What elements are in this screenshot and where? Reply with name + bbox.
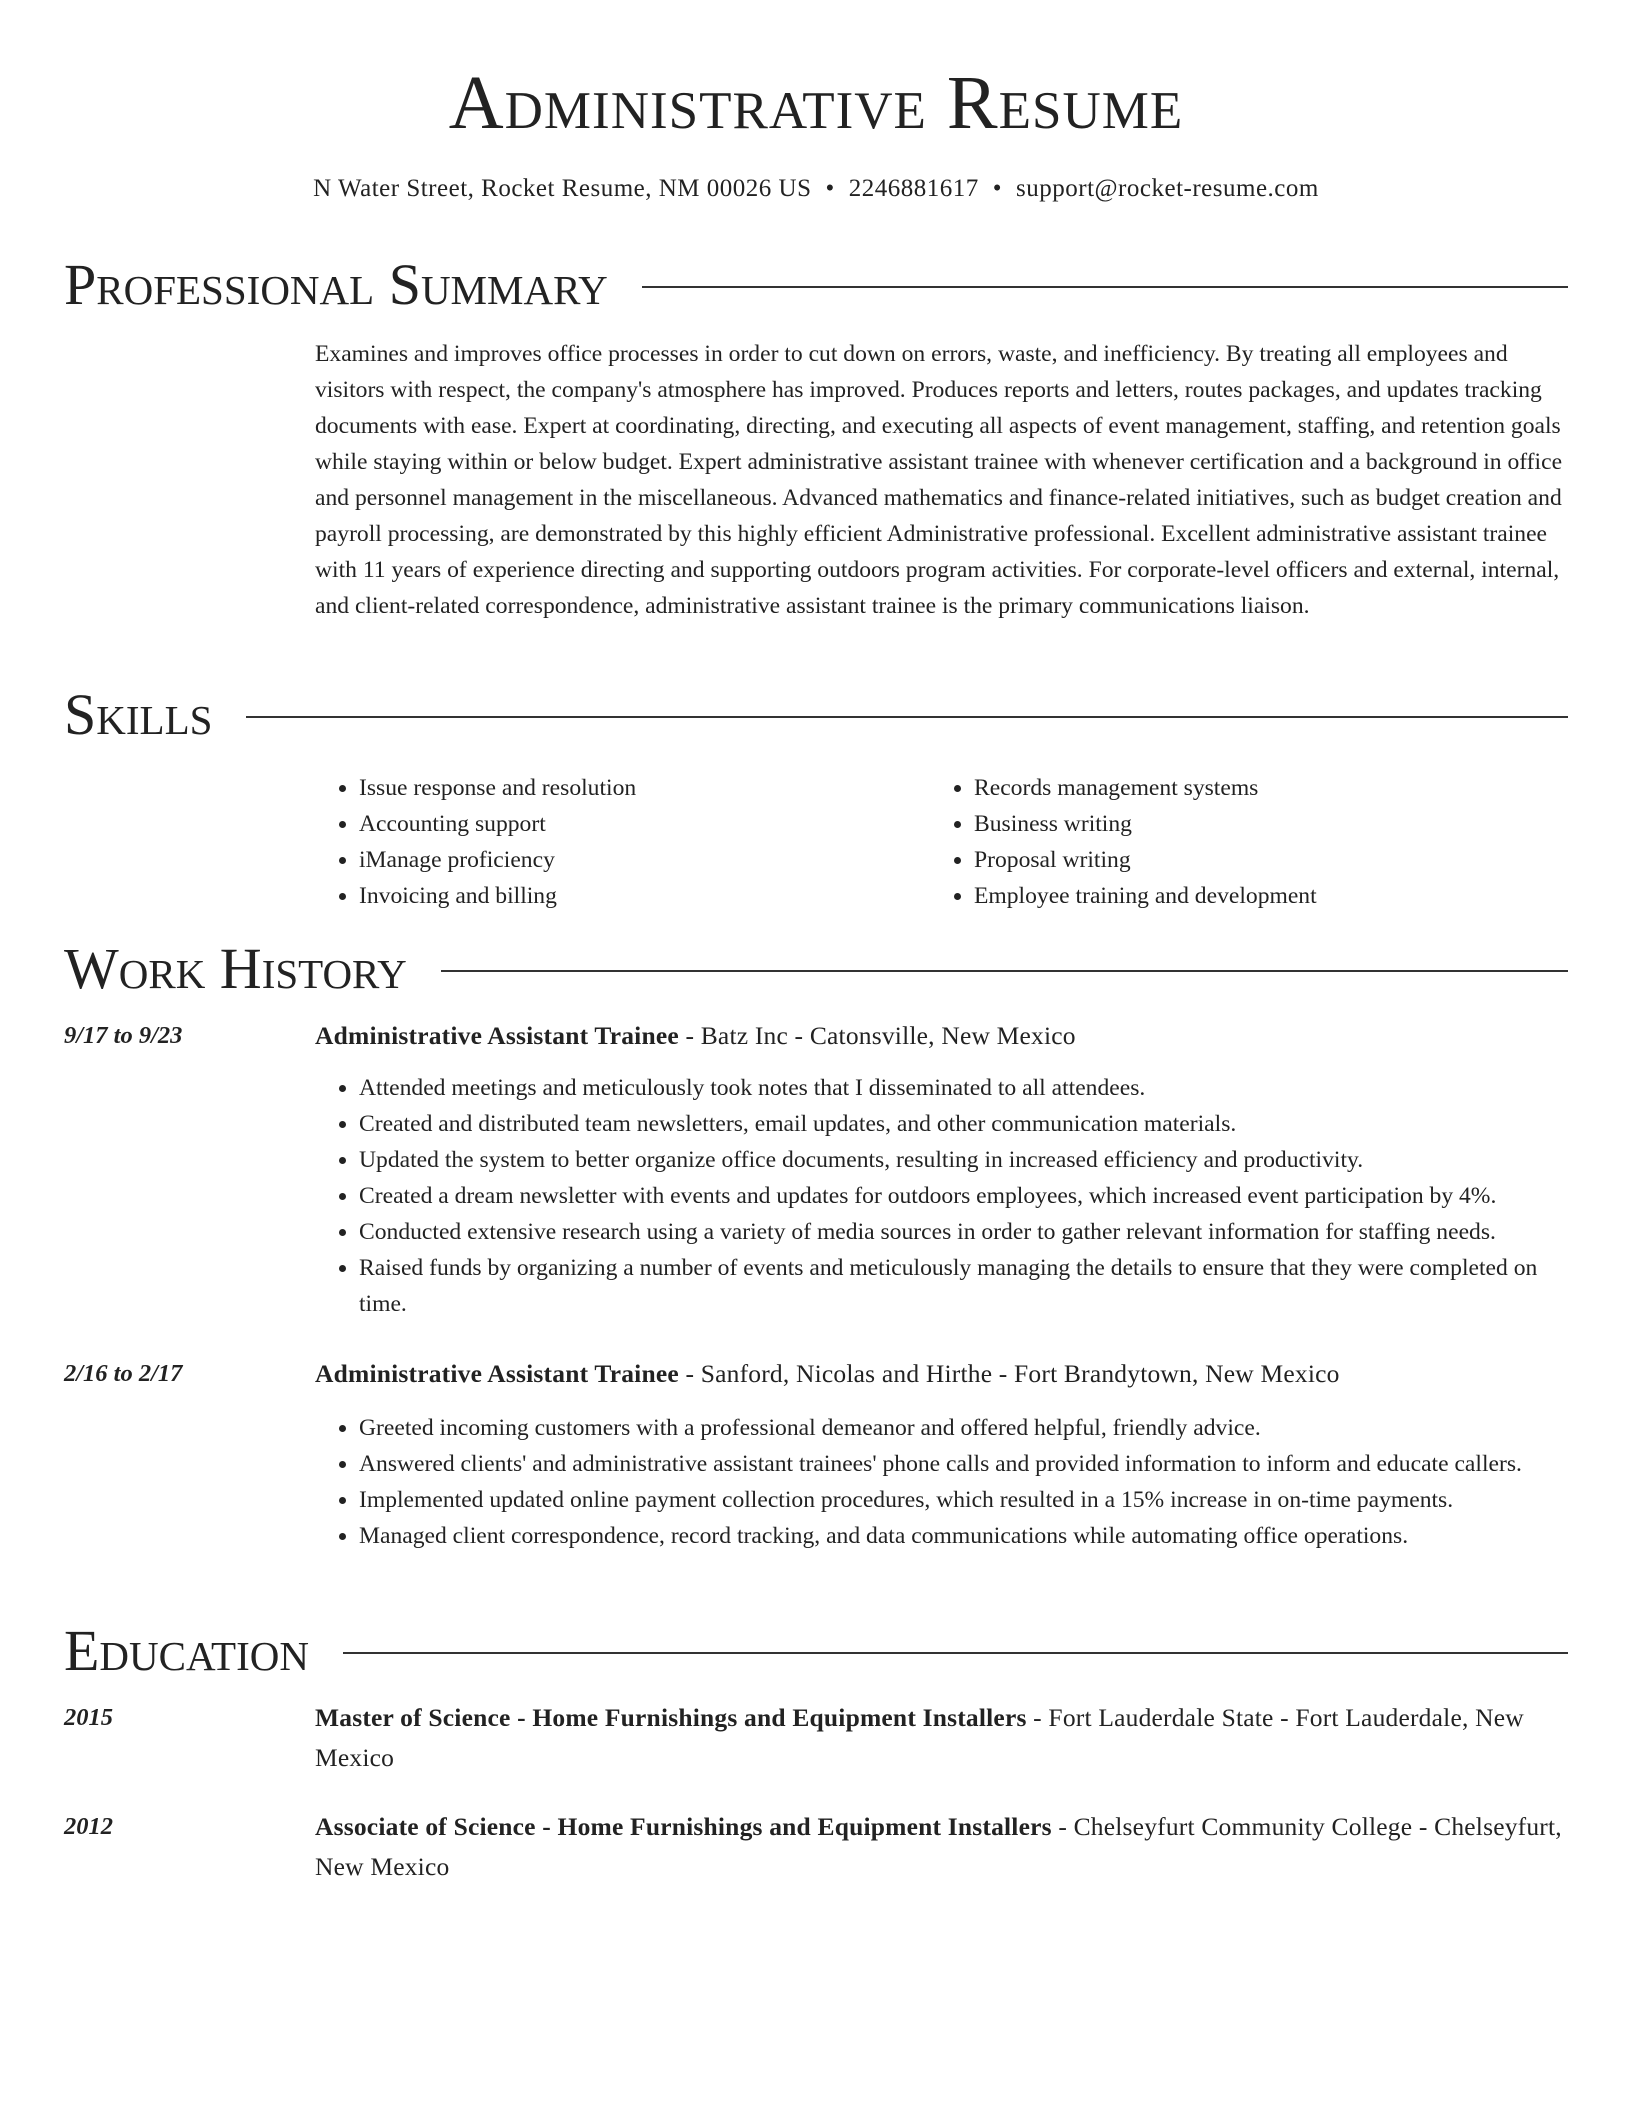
school-info: - Chelseyfurt Community College - Chelseyfurt, New Mexico xyxy=(315,1812,1562,1881)
job-bullet: • Managed client correspondence, record tracking, and data communications while automating office operations. xyxy=(359,1518,1569,1554)
separator-1: • xyxy=(825,175,835,202)
work-divider xyxy=(441,970,1568,972)
education-details xyxy=(315,1807,1569,1887)
job-dates: 9/17 to 9/23 xyxy=(64,1022,183,1049)
job-employer: - Batz Inc - Catonsville, New Mexico xyxy=(678,1021,1076,1050)
skills-divider xyxy=(246,716,1568,718)
summary-heading: Professional Summary xyxy=(64,252,608,317)
skill-item: • Records management systems xyxy=(974,770,1545,806)
skill-item: • Proposal writing xyxy=(974,842,1545,878)
job-bullet: • Created a dream newsletter with events and updates for outdoors employees, which increased event participation by 4%. xyxy=(359,1178,1569,1214)
skill-item: • Employee training and development xyxy=(974,878,1545,914)
skills-column-left xyxy=(315,770,930,914)
education-year: 2015 xyxy=(64,1704,113,1731)
job-bullet: • Conducted extensive research using a variety of media sources in order to gather relevant information for staffing needs. xyxy=(359,1214,1569,1250)
education-heading: Education xyxy=(64,1618,309,1683)
email: support@rocket-resume.com xyxy=(1016,175,1319,202)
job-employer: - Sanford, Nicolas and Hirthe - Fort Brandytown, New Mexico xyxy=(678,1359,1340,1388)
education-divider xyxy=(343,1652,1568,1654)
address: N Water Street, Rocket Resume, NM 00026 US xyxy=(313,175,812,202)
job-bullet: • Raised funds by organizing a number of events and meticulously managing the details to ensure that they were completed on time. xyxy=(359,1250,1569,1322)
education-year: 2012 xyxy=(64,1813,113,1840)
education-section-header xyxy=(64,1616,1568,1686)
skills-section-header xyxy=(64,680,1568,750)
phone: 2246881617 xyxy=(848,175,979,202)
skill-item: • Invoicing and billing xyxy=(359,878,930,914)
skills-column-right xyxy=(930,770,1545,914)
skill-item: • Business writing xyxy=(974,806,1545,842)
job-title: Administrative Assistant Trainee xyxy=(315,1359,679,1388)
skill-item: • iManage proficiency xyxy=(359,842,930,878)
job-bullets xyxy=(315,1070,1569,1322)
degree-name: Associate of Science - Home Furnishings and Equipment Installers xyxy=(315,1812,1052,1841)
resume-title: Administrative Resume xyxy=(448,61,1184,145)
skill-item: • Accounting support xyxy=(359,806,930,842)
degree-name: Master of Science - Home Furnishings and Equipment Installers xyxy=(315,1703,1027,1732)
job-bullet: • Attended meetings and meticulously took notes that I disseminated to all attendees. xyxy=(359,1070,1569,1106)
job-dates: 2/16 to 2/17 xyxy=(64,1360,183,1387)
skills-list xyxy=(315,770,1569,914)
school-info: - Fort Lauderdale State - Fort Lauderdale, New Mexico xyxy=(315,1703,1524,1772)
job-bullet: • Created and distributed team newsletters, email updates, and other communication materials. xyxy=(359,1106,1569,1142)
job-title-line xyxy=(315,1016,1569,1056)
job-bullet: • Updated the system to better organize office documents, resulting in increased efficiency and productivity. xyxy=(359,1142,1569,1178)
skill-item: • Issue response and resolution xyxy=(359,770,930,806)
job-bullet: • Answered clients' and administrative assistant trainees' phone calls and provided information to inform and educate callers. xyxy=(359,1446,1569,1482)
work-section-header xyxy=(64,934,1568,1004)
summary-text: Examines and improves office processes in order to cut down on errors, waste, and inefficiency. By treating all employees and visitors with respect, the company's atmosphere has improved. Produces reports and letters, routes packages, and updates tracking documents with ease. Expert at coordinating, directing, and executing all aspects of event management, staffing, and retention goals while staying within or below budget. Expert administrative assistant trainee with whenever certification and a background in office and personnel management in the miscellaneous. Advanced mathematics and finance-related initiatives, such as budget creation and payroll processing, are demonstrated by this highly efficient Administrative professional. Excellent administrative assistant trainee with 11 years of experience directing and supporting outdoors program activities. For corporate-level officers and external, internal, and client-related correspondence, administrative assistant trainee is the primary communications liaison. xyxy=(315,341,1563,619)
contact-line xyxy=(0,172,1632,206)
job-bullet: • Greeted incoming customers with a professional demeanor and offered helpful, friendly advice. xyxy=(359,1410,1569,1446)
job-bullets xyxy=(315,1410,1569,1554)
skills-heading: Skills xyxy=(64,682,213,747)
education-details xyxy=(315,1698,1569,1778)
job-title: Administrative Assistant Trainee xyxy=(315,1021,679,1050)
work-heading: Work History xyxy=(64,936,407,1001)
summary-divider xyxy=(642,286,1568,288)
summary-section-header xyxy=(64,250,1568,320)
job-title-line xyxy=(315,1354,1569,1394)
job-bullet: • Implemented updated online payment collection procedures, which resulted in a 15% increase in on-time payments. xyxy=(359,1482,1569,1518)
separator-2: • xyxy=(992,175,1003,202)
